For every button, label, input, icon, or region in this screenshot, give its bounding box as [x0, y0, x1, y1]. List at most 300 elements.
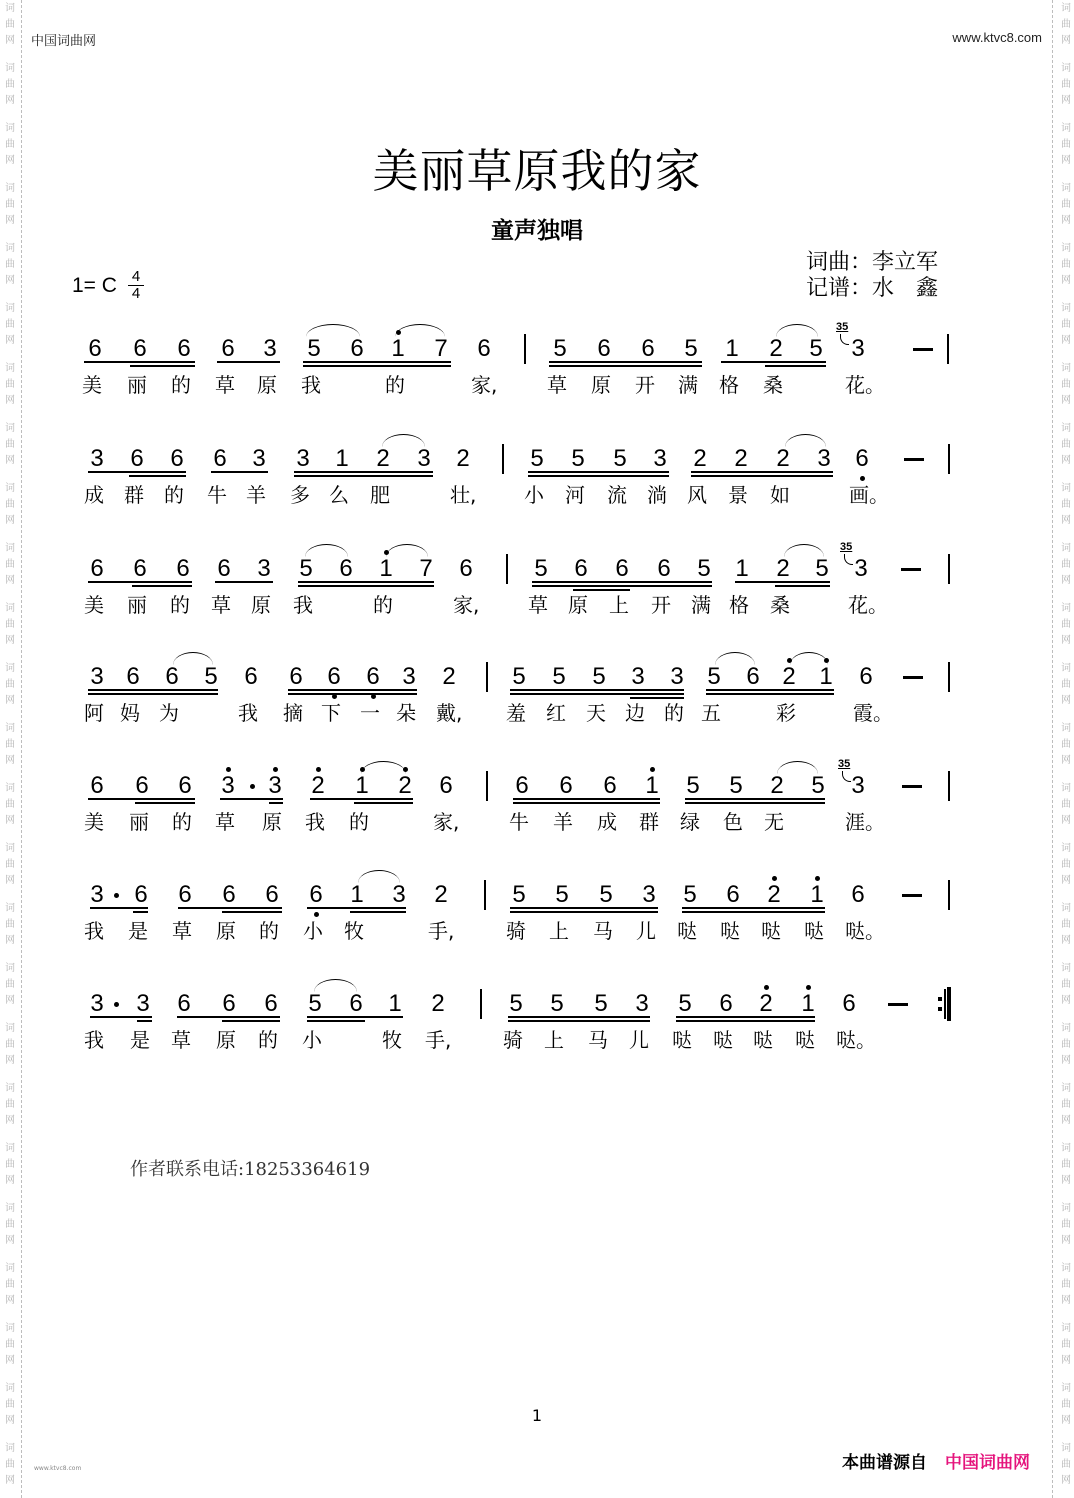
watermark-glyph: 网 — [5, 1355, 15, 1366]
beam-underline — [685, 802, 825, 804]
beam-underline — [549, 361, 702, 363]
lyric-syllable: 是 — [128, 919, 148, 943]
beam-underline — [137, 1020, 152, 1022]
slur-arc — [395, 324, 445, 337]
note: 5 — [613, 445, 627, 472]
credit-composer — [806, 250, 938, 276]
note: 3 — [817, 445, 831, 472]
score-system — [0, 991, 1074, 1091]
score-system — [0, 882, 1074, 982]
watermark-glyph: 网 — [1061, 455, 1071, 466]
note: 6 — [641, 335, 655, 362]
beam-underline — [676, 1016, 815, 1018]
watermark-glyph: 词 — [1061, 183, 1071, 194]
lyric-syllable: 霞。 — [853, 701, 893, 725]
note: 6 — [859, 663, 873, 690]
beam-underline — [691, 471, 833, 473]
note: 2 — [693, 445, 707, 472]
watermark-glyph: 词 — [5, 303, 15, 314]
watermark-glyph: 词 — [5, 603, 15, 614]
note: 6 — [222, 881, 236, 908]
note: 6 — [439, 772, 453, 799]
note: 6 — [615, 555, 629, 582]
note: 5 — [534, 555, 548, 582]
sustain-dash — [888, 1003, 908, 1006]
note: 3 — [252, 445, 266, 472]
watermark-glyph: 网 — [1061, 95, 1071, 106]
note: 5 — [552, 663, 566, 690]
note: 3 — [90, 990, 104, 1017]
lyric-syllable: 我 — [84, 919, 104, 943]
high-octave-dot — [316, 767, 321, 772]
note: 1 — [645, 772, 659, 799]
lyric-syllable: 的 — [164, 483, 184, 507]
high-octave-dot — [273, 767, 278, 772]
lyric-syllable: 哒。 — [836, 1028, 876, 1052]
beam-underline — [513, 798, 660, 800]
watermark-glyph: 网 — [5, 755, 15, 766]
note: 5 — [512, 881, 526, 908]
watermark-glyph: 词 — [5, 423, 15, 434]
note: 5 — [811, 772, 825, 799]
note: 6 — [130, 445, 144, 472]
watermark-glyph: 网 — [1061, 1235, 1071, 1246]
lyric-syllable: 牧 — [344, 919, 364, 943]
beam-underline — [88, 581, 192, 583]
sustain-dash — [902, 894, 922, 897]
lyric-syllable: 一 — [360, 701, 380, 725]
beam-underline — [220, 798, 283, 800]
watermark-glyph: 词 — [1061, 1143, 1071, 1154]
lyric-syllable: 牛 — [207, 483, 227, 507]
barline — [947, 334, 949, 364]
barline — [524, 334, 526, 364]
watermark-glyph: 网 — [5, 395, 15, 406]
lyric-syllable: 朵 — [396, 701, 416, 725]
watermark-glyph: 曲 — [1061, 1459, 1071, 1470]
beam-underline — [630, 697, 684, 699]
watermark-glyph: 曲 — [5, 619, 15, 630]
lyric-syllable: 的 — [171, 373, 191, 397]
note: 6 — [309, 881, 323, 908]
note: 2 — [769, 335, 783, 362]
beam-underline — [532, 581, 712, 583]
note: 2 — [434, 881, 448, 908]
beam-underline — [350, 911, 406, 913]
song-title: 美丽草原我的家 — [372, 144, 702, 198]
lyric-syllable: 哒 — [677, 919, 697, 943]
watermark-glyph: 曲 — [5, 19, 15, 30]
beam-underline — [735, 581, 830, 583]
watermark-glyph: 词 — [5, 903, 15, 914]
barline — [948, 662, 950, 692]
score-system — [0, 321, 1074, 436]
watermark-glyph: 曲 — [1061, 499, 1071, 510]
barline — [502, 444, 504, 474]
watermark-glyph: 词 — [5, 123, 15, 134]
score-system — [0, 664, 1074, 764]
note: 6 — [178, 881, 192, 908]
watermark-glyph: 网 — [1061, 1475, 1071, 1486]
note: 7 — [434, 335, 448, 362]
barline — [484, 880, 486, 910]
watermark-glyph: 词 — [5, 1203, 15, 1214]
lyric-syllable: 原 — [262, 810, 282, 834]
watermark-glyph: 曲 — [5, 379, 15, 390]
credit-value: 水 鑫 — [872, 276, 939, 301]
note: 1 — [379, 555, 393, 582]
note: 2 — [770, 772, 784, 799]
watermark-glyph: 词 — [1061, 843, 1071, 854]
lyric-syllable: 为 — [159, 701, 179, 725]
note: 6 — [657, 555, 671, 582]
watermark-glyph: 曲 — [5, 799, 15, 810]
watermark-glyph: 词 — [1061, 1263, 1071, 1274]
note: 5 — [530, 445, 544, 472]
note: 3 — [136, 990, 150, 1017]
watermark-glyph: 网 — [1061, 335, 1071, 346]
watermark-glyph: 网 — [5, 1475, 15, 1486]
watermark-glyph: 曲 — [1061, 439, 1071, 450]
credit-label: 词曲： — [806, 250, 873, 275]
lyric-syllable: 的 — [172, 810, 192, 834]
watermark-glyph: 网 — [5, 875, 15, 886]
lyric-syllable: 如 — [770, 483, 790, 507]
note: 5 — [555, 881, 569, 908]
watermark-glyph: 曲 — [1061, 79, 1071, 90]
note: 3 — [635, 990, 649, 1017]
note: 5 — [550, 990, 564, 1017]
note: 3 — [417, 445, 431, 472]
note: 2 — [456, 445, 470, 472]
beam-underline — [90, 907, 148, 909]
watermark-glyph: 曲 — [5, 199, 15, 210]
beam-underline — [765, 365, 826, 367]
watermark-glyph: 曲 — [1061, 619, 1071, 630]
repeat-dot — [938, 1007, 942, 1011]
note: 6 — [327, 663, 341, 690]
watermark-glyph: 曲 — [1061, 1219, 1071, 1230]
lyric-syllable: 的 — [664, 701, 684, 725]
lyric-syllable: 河 — [565, 483, 585, 507]
credit-label: 记谱： — [806, 276, 873, 301]
note: 6 — [597, 335, 611, 362]
lyric-syllable: 下 — [321, 701, 341, 725]
lyric-syllable: 成 — [597, 810, 617, 834]
lyric-syllable: 草 — [528, 593, 548, 617]
note: 3 — [392, 881, 406, 908]
note: 6 — [574, 555, 588, 582]
beam-underline — [133, 911, 148, 913]
note: 6 — [265, 881, 279, 908]
note: 5 — [684, 335, 698, 362]
beam-underline — [532, 585, 712, 587]
lyric-syllable: 哒 — [672, 1028, 692, 1052]
watermark-glyph: 网 — [1061, 695, 1071, 706]
note: 5 — [599, 881, 613, 908]
lyric-syllable: 小 — [524, 483, 544, 507]
note: 3 — [851, 335, 865, 362]
watermark-glyph: 网 — [1061, 1355, 1071, 1366]
lyric-syllable: 羞 — [506, 701, 526, 725]
note: 5 — [592, 663, 606, 690]
time-signature-bottom: 4 — [131, 285, 141, 302]
watermark-glyph: 网 — [1061, 1415, 1071, 1426]
lyric-syllable: 我 — [293, 593, 313, 617]
lyric-syllable: 淌 — [647, 483, 667, 507]
watermark-glyph: 曲 — [5, 1039, 15, 1050]
beam-underline — [88, 689, 218, 691]
note: 5 — [204, 663, 218, 690]
watermark-glyph: 网 — [5, 575, 15, 586]
high-octave-dot — [815, 876, 820, 881]
note: 1 — [391, 335, 405, 362]
watermark-glyph: 词 — [5, 3, 15, 14]
watermark-glyph: 曲 — [5, 139, 15, 150]
note: 6 — [126, 663, 140, 690]
note: 2 — [431, 990, 445, 1017]
note: 6 — [746, 663, 760, 690]
note: 3 — [90, 881, 104, 908]
watermark-glyph: 曲 — [5, 1339, 15, 1350]
lyric-syllable: 哒 — [720, 919, 740, 943]
note: 6 — [135, 772, 149, 799]
sustain-dash — [903, 676, 923, 679]
watermark-glyph: 曲 — [1061, 979, 1071, 990]
note: 3 — [221, 772, 235, 799]
beam-underline — [310, 798, 413, 800]
watermark-glyph: 词 — [5, 183, 15, 194]
beam-underline — [84, 361, 195, 363]
note: 5 — [809, 335, 823, 362]
barline — [486, 771, 488, 801]
page-number: 1 — [531, 1406, 543, 1425]
watermark-glyph: 网 — [5, 635, 15, 646]
beam-underline — [510, 907, 658, 909]
beam-underline — [88, 798, 195, 800]
header-site-url[interactable]: www.ktvc8.com — [952, 30, 1042, 45]
watermark-glyph: 曲 — [5, 559, 15, 570]
note: 6 — [222, 990, 236, 1017]
watermark-glyph: 曲 — [1061, 139, 1071, 150]
watermark-glyph: 词 — [1061, 783, 1071, 794]
beam-underline — [217, 361, 280, 363]
watermark-glyph: 曲 — [1061, 1339, 1071, 1350]
beam-underline — [269, 802, 283, 804]
lyric-syllable: 肥 — [370, 483, 390, 507]
note: 5 — [512, 663, 526, 690]
barline — [948, 444, 950, 474]
watermark-glyph: 网 — [1061, 395, 1071, 406]
high-octave-dot — [806, 985, 811, 990]
beam-underline — [721, 361, 826, 363]
beam-underline — [298, 585, 434, 587]
note: 2 — [759, 990, 773, 1017]
watermark-glyph: 网 — [1061, 575, 1071, 586]
note: 2 — [776, 445, 790, 472]
beam-underline — [303, 361, 451, 363]
lyric-syllable: 风 — [687, 483, 707, 507]
beam-underline — [177, 1016, 280, 1018]
note: 3 — [631, 663, 645, 690]
beam-underline — [691, 475, 833, 477]
watermark-glyph: 曲 — [5, 319, 15, 330]
watermark-glyph: 网 — [5, 1295, 15, 1306]
high-octave-dot — [764, 985, 769, 990]
lyric-syllable: 群 — [639, 810, 659, 834]
watermark-glyph: 词 — [1061, 483, 1071, 494]
lyric-syllable: 原 — [216, 919, 236, 943]
lyric-syllable: 原 — [568, 593, 588, 617]
watermark-glyph: 网 — [5, 515, 15, 526]
beam-underline — [303, 365, 451, 367]
lyric-syllable: 上 — [544, 1028, 564, 1052]
lyric-syllable: 妈 — [120, 701, 140, 725]
note: 2 — [776, 555, 790, 582]
watermark-glyph: 网 — [1061, 1175, 1071, 1186]
watermark-glyph: 词 — [5, 1083, 15, 1094]
note: 3 — [854, 555, 868, 582]
barline — [480, 989, 482, 1019]
score-system — [0, 446, 1074, 546]
note: 5 — [686, 772, 700, 799]
watermark-glyph: 曲 — [1061, 1099, 1071, 1110]
note: 6 — [289, 663, 303, 690]
watermark-glyph: 曲 — [1061, 1039, 1071, 1050]
note: 6 — [176, 555, 190, 582]
slur-arc — [306, 324, 360, 337]
beam-underline — [682, 907, 825, 909]
lyric-syllable: 草 — [211, 593, 231, 617]
lyric-syllable: 丽 — [127, 593, 147, 617]
beam-underline — [294, 475, 433, 477]
watermark-glyph: 网 — [5, 815, 15, 826]
beam-underline — [775, 585, 830, 587]
beam-underline — [294, 471, 433, 473]
lyric-syllable: 群 — [124, 483, 144, 507]
note: 3 — [851, 772, 865, 799]
source-brand-link[interactable]: 中国词曲网 — [945, 1453, 1030, 1473]
note: 3 — [90, 445, 104, 472]
beam-underline — [88, 471, 186, 473]
lyric-syllable: 美 — [82, 373, 102, 397]
beam-underline — [513, 802, 660, 804]
watermark-glyph: 曲 — [5, 1099, 15, 1110]
watermark-glyph: 词 — [5, 483, 15, 494]
note: 6 — [719, 990, 733, 1017]
watermark-glyph: 曲 — [1061, 319, 1071, 330]
lyric-syllable: 五 — [701, 701, 721, 725]
watermark-glyph: 曲 — [1061, 199, 1071, 210]
note: 3 — [268, 772, 282, 799]
lyric-syllable: 儿 — [636, 919, 656, 943]
note: 6 — [244, 663, 258, 690]
watermark-glyph: 词 — [1061, 663, 1071, 674]
lyric-syllable: 开 — [635, 373, 655, 397]
watermark-glyph: 词 — [1061, 1023, 1071, 1034]
beam-underline — [682, 911, 825, 913]
barline — [948, 880, 950, 910]
watermark-glyph: 网 — [5, 335, 15, 346]
note: 6 — [477, 335, 491, 362]
beam-underline — [706, 689, 834, 691]
lyric-syllable: 小 — [302, 1028, 322, 1052]
note: 1 — [335, 445, 349, 472]
lyric-syllable: 家, — [453, 593, 480, 617]
header-site-name: 中国词曲网 — [31, 34, 97, 49]
note: 3 — [90, 663, 104, 690]
watermark-glyph: 网 — [1061, 215, 1071, 226]
augmentation-dot — [114, 893, 119, 898]
lyric-syllable: 摘 — [283, 701, 303, 725]
note: 2 — [442, 663, 456, 690]
lyric-syllable: 格 — [729, 593, 749, 617]
lyric-syllable: 骑 — [503, 1028, 523, 1052]
note: 3 — [653, 445, 667, 472]
beam-underline — [135, 802, 195, 804]
note: 5 — [678, 990, 692, 1017]
watermark-glyph: 网 — [5, 995, 15, 1006]
lyric-syllable: 家, — [471, 373, 498, 397]
lyric-syllable: 美 — [84, 810, 104, 834]
barline — [948, 771, 950, 801]
barline — [948, 554, 950, 584]
high-octave-dot — [650, 767, 655, 772]
note: 3 — [296, 445, 310, 472]
note: 6 — [855, 445, 869, 472]
note: 3 — [670, 663, 684, 690]
note: 6 — [165, 663, 179, 690]
note: 3 — [642, 881, 656, 908]
note: 2 — [398, 772, 412, 799]
watermark-glyph: 曲 — [5, 979, 15, 990]
watermark-glyph: 网 — [1061, 755, 1071, 766]
beam-underline — [573, 589, 630, 591]
footer-tiny-url: www.ktvc8.com — [34, 1465, 82, 1472]
watermark-glyph: 网 — [1061, 935, 1071, 946]
lyric-syllable: 丽 — [129, 810, 149, 834]
watermark-glyph: 网 — [1061, 995, 1071, 1006]
lyric-syllable: 原 — [216, 1028, 236, 1052]
watermark-glyph: 曲 — [5, 859, 15, 870]
lyric-syllable: 绿 — [680, 810, 700, 834]
note: 5 — [683, 881, 697, 908]
low-octave-dot — [314, 912, 319, 917]
lyric-syllable: 上 — [609, 593, 629, 617]
note: 6 — [217, 555, 231, 582]
watermark-glyph: 网 — [1061, 1295, 1071, 1306]
lyric-syllable: 景 — [728, 483, 748, 507]
lyric-syllable: 牛 — [509, 810, 529, 834]
barline — [506, 554, 508, 584]
low-octave-dot — [860, 476, 865, 481]
watermark-glyph: 词 — [5, 1323, 15, 1334]
lyric-syllable: 我 — [84, 1028, 104, 1052]
beam-underline — [130, 365, 195, 367]
grace-hook-icon — [840, 334, 849, 345]
note: 1 — [735, 555, 749, 582]
watermark-glyph: 词 — [1061, 603, 1071, 614]
watermark-glyph: 网 — [1061, 155, 1071, 166]
note: 6 — [349, 990, 363, 1017]
watermark-glyph: 网 — [1061, 35, 1071, 46]
note: 5 — [697, 555, 711, 582]
note: 2 — [782, 663, 796, 690]
note: 3 — [257, 555, 271, 582]
beam-underline — [222, 911, 282, 913]
watermark-glyph: 曲 — [5, 499, 15, 510]
score-system — [0, 758, 1074, 873]
